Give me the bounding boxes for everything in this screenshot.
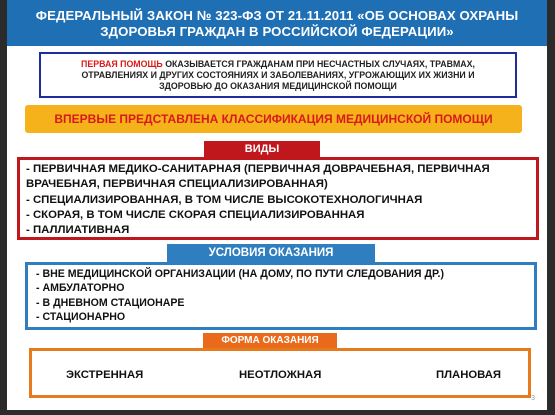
list-item: - ВНЕ МЕДИЦИНСКОЙ ОРГАНИЗАЦИИ (НА ДОМУ, ПО ПУТИ СЛЕДОВАНИЯ ДР.) xyxy=(36,268,444,280)
conditions-list xyxy=(25,262,537,330)
list-item: - СТАЦИОНАРНО xyxy=(36,311,126,324)
conditions-heading: УСЛОВИЯ ОКАЗАНИЯ xyxy=(167,244,375,262)
types-heading: ВИДЫ xyxy=(204,141,320,157)
classification-banner: ВПЕРВЫЕ ПРЕДСТАВЛЕНА КЛАССИФИКАЦИЯ МЕДИЦИНСКОЙ ПОМОЩИ xyxy=(25,105,522,133)
definition-line-3: ЗДОРОВЬЮ ДО ОКАЗАНИЯ МЕДИЦИНСКОЙ ПОМОЩИ xyxy=(159,81,397,91)
form-emergency: ЭКСТРЕННАЯ xyxy=(66,369,144,381)
definition-line-1 xyxy=(41,59,515,70)
list-item: - СПЕЦИАЛИЗИРОВАННАЯ, В ТОМ ЧИСЛЕ ВЫСОКОТЕХНОЛОГИЧНАЯ xyxy=(26,193,423,206)
slide-title xyxy=(7,0,547,46)
list-item: - ПАЛЛИАТИВНАЯ xyxy=(26,224,130,237)
list-item: - ПЕРВИЧНАЯ МЕДИКО-САНИТАРНАЯ (ПЕРВИЧНАЯ ДОВРАЧЕБНАЯ, ПЕРВИЧНАЯ ВРАЧЕБНАЯ, ПЕРВИЧНАЯ СПЕЦИАЛИЗИРОВАННАЯ) xyxy=(26,163,490,191)
slide xyxy=(7,0,547,410)
list-item: - АМБУЛАТОРНО xyxy=(36,282,125,295)
form-planned: ПЛАНОВАЯ xyxy=(436,369,502,381)
list-item: - СКОРАЯ, В ТОМ ЧИСЛЕ СКОРАЯ СПЕЦИАЛИЗИРОВАННАЯ xyxy=(26,208,365,221)
types-list xyxy=(17,157,539,240)
definition-line-2: ОТРАВЛЕНИЯХ И ДРУГИХ СОСТОЯНИЯХ И ЗАБОЛЕВАНИЯХ, УГРОЖАЮЩИХ ИХ ЖИЗНИ И xyxy=(81,70,475,80)
form-heading: ФОРМА ОКАЗАНИЯ xyxy=(203,333,337,348)
page-number: 3 xyxy=(531,395,535,402)
title-line-1: ФЕДЕРАЛЬНЫЙ ЗАКОН № 323-ФЗ ОТ 21.11.2011 «ОБ ОСНОВАХ ОХРАНЫ xyxy=(35,8,519,23)
title-line-2: ЗДОРОВЬЯ ГРАЖДАН В РОССИЙСКОЙ ФЕДЕРАЦИИ» xyxy=(100,24,454,39)
definition-line-1-rest: ОКАЗЫВАЕТСЯ ГРАЖДАНАМ ПРИ НЕСЧАСТНЫХ СЛУЧАЯХ, ТРАВМАХ, xyxy=(162,59,475,69)
first-aid-term: ПЕРВАЯ ПОМОЩЬ xyxy=(81,59,163,69)
form-urgent: НЕОТЛОЖНАЯ xyxy=(239,369,322,381)
first-aid-definition xyxy=(39,52,517,98)
form-list xyxy=(29,348,531,398)
list-item: - В ДНЕВНОМ СТАЦИОНАРЕ xyxy=(36,296,185,309)
